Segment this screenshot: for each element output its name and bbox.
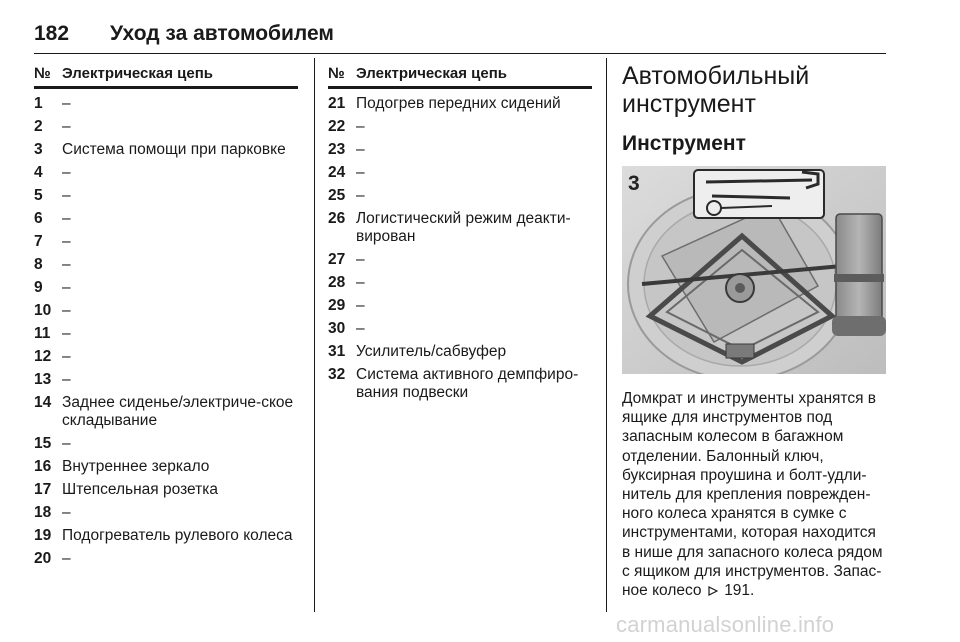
table-row (328, 164, 592, 182)
fuse-number: 20 (34, 550, 52, 567)
fuse-number: 6 (34, 210, 43, 227)
table-row (34, 302, 298, 320)
table-row (328, 187, 592, 205)
circuit-description: Заднее сиденье/электриче-ское складывание (62, 394, 294, 429)
watermark: carmanualsonline.info (616, 612, 835, 637)
fuse-number: 9 (34, 279, 43, 296)
table-row (34, 435, 298, 453)
table-row (34, 371, 298, 389)
fuse-number: 1 (34, 95, 43, 112)
circuit-description: – (62, 164, 71, 181)
circuit-description: Штепсельная розетка (62, 481, 218, 498)
fuse-number: 26 (328, 210, 346, 227)
table-row (34, 118, 298, 136)
table-row (34, 187, 298, 205)
fuse-number: 29 (328, 297, 346, 314)
circuit-description: – (356, 164, 365, 181)
tools-section (622, 62, 886, 600)
circuit-description: – (356, 251, 365, 268)
circuit-description: Усилитель/сабвуфер (356, 343, 507, 360)
fuse-number: 3 (34, 141, 43, 158)
table-body (328, 95, 592, 402)
table-row (34, 458, 298, 476)
column-header-number: № (328, 65, 345, 82)
table-header (328, 62, 592, 89)
column-divider-1 (314, 58, 315, 612)
fuse-table-left (34, 62, 298, 573)
fuse-number: 10 (34, 302, 52, 319)
fuse-number: 17 (34, 481, 52, 498)
circuit-description: – (62, 256, 71, 273)
circuit-description: – (62, 348, 71, 365)
table-row (34, 233, 298, 251)
circuit-description: – (62, 371, 71, 388)
column-header-number: № (34, 65, 51, 82)
circuit-description: – (62, 118, 71, 135)
arrow-reference-icon (708, 586, 718, 596)
section-title: Автомобильный инструмент (622, 62, 810, 118)
table-row (328, 297, 592, 315)
circuit-description: – (356, 274, 365, 291)
figure-label: 3 (628, 172, 640, 195)
table-row (328, 366, 592, 402)
table-row (328, 141, 592, 159)
table-row (328, 320, 592, 338)
circuit-description: – (62, 233, 71, 250)
table-row (34, 394, 298, 430)
fuse-number: 8 (34, 256, 43, 273)
table-row (34, 348, 298, 366)
page-header (34, 22, 886, 54)
circuit-description: Система активного демпфиро-вания подвески (356, 366, 579, 401)
circuit-description: – (356, 187, 365, 204)
table-row (34, 210, 298, 228)
jack-and-tools-drawing (622, 166, 886, 374)
circuit-description: – (356, 141, 365, 158)
circuit-description: Подогреватель рулевого колеса (62, 527, 293, 544)
table-row (34, 325, 298, 343)
fuse-table-right (328, 62, 592, 407)
table-row (34, 504, 298, 522)
table-row (328, 210, 592, 246)
fuse-number: 31 (328, 343, 346, 360)
fuse-number: 2 (34, 118, 43, 135)
table-row (34, 527, 298, 545)
column-header-circuit: Электрическая цепь (356, 65, 508, 82)
fuse-number: 28 (328, 274, 346, 291)
table-row (328, 118, 592, 136)
fuse-number: 5 (34, 187, 43, 204)
circuit-description: Подогрев передних сидений (356, 95, 561, 112)
table-row (34, 256, 298, 274)
fuse-number: 11 (34, 325, 51, 342)
circuit-description: – (62, 325, 71, 342)
fuse-number: 32 (328, 366, 346, 383)
circuit-description: – (62, 210, 71, 227)
circuit-description: – (62, 550, 71, 567)
fuse-number: 18 (34, 504, 52, 521)
table-row (328, 251, 592, 269)
circuit-description: – (62, 435, 71, 452)
header-divider (34, 53, 886, 54)
table-row (328, 343, 592, 361)
circuit-description: Система помощи при парковке (62, 141, 286, 158)
circuit-description: – (356, 118, 365, 135)
table-row (328, 95, 592, 113)
tools-illustration (622, 166, 886, 374)
fuse-number: 12 (34, 348, 52, 365)
fuse-number: 30 (328, 320, 346, 337)
table-body (34, 95, 298, 568)
table-row (34, 95, 298, 113)
column-divider-2 (606, 58, 607, 612)
fuse-number: 21 (328, 95, 346, 112)
fuse-number: 15 (34, 435, 52, 452)
page-number: 182 (34, 22, 70, 45)
chapter-title: Уход за автомобилем (110, 22, 334, 45)
circuit-description: – (62, 279, 71, 296)
section-subtitle: Инструмент (622, 132, 746, 155)
circuit-description: – (356, 320, 365, 337)
column-header-circuit: Электрическая цепь (62, 65, 214, 82)
table-header (34, 62, 298, 89)
fuse-number: 24 (328, 164, 346, 181)
circuit-description: Внутреннее зеркало (62, 458, 210, 475)
fuse-number: 22 (328, 118, 346, 135)
fuse-number: 4 (34, 164, 43, 181)
body-paragraph: Домкрат и инструменты хранятся в ящике для инструментов под запасным колесом в багажном отделении. Балонный ключ, буксирная проушина и болт-удли-нитель для крепления поврежден-ного колеса хранятся в сумке с инструментами, которая находится в нише для запасного колеса рядом с ящиком для инструментов. Запас-ное колесо (622, 390, 883, 600)
table-row (34, 550, 298, 568)
fuse-number: 25 (328, 187, 346, 204)
circuit-description: – (62, 187, 71, 204)
circuit-description: – (62, 302, 71, 319)
fuse-number: 7 (34, 233, 43, 250)
fuse-number: 16 (34, 458, 52, 475)
fuse-number: 13 (34, 371, 52, 388)
fuse-number: 27 (328, 251, 346, 268)
circuit-description: – (62, 95, 71, 112)
circuit-description: – (356, 297, 365, 314)
section-body (622, 389, 886, 600)
fuse-number: 23 (328, 141, 346, 158)
table-row (34, 141, 298, 159)
table-row (34, 164, 298, 182)
table-row (34, 279, 298, 297)
page-reference[interactable]: 191. (724, 582, 755, 600)
fuse-number: 19 (34, 527, 52, 544)
table-row (328, 274, 592, 292)
table-row (34, 481, 298, 499)
circuit-description: – (62, 504, 71, 521)
fuse-number: 14 (34, 394, 52, 411)
circuit-description: Логистический режим деакти-вирован (356, 210, 571, 245)
